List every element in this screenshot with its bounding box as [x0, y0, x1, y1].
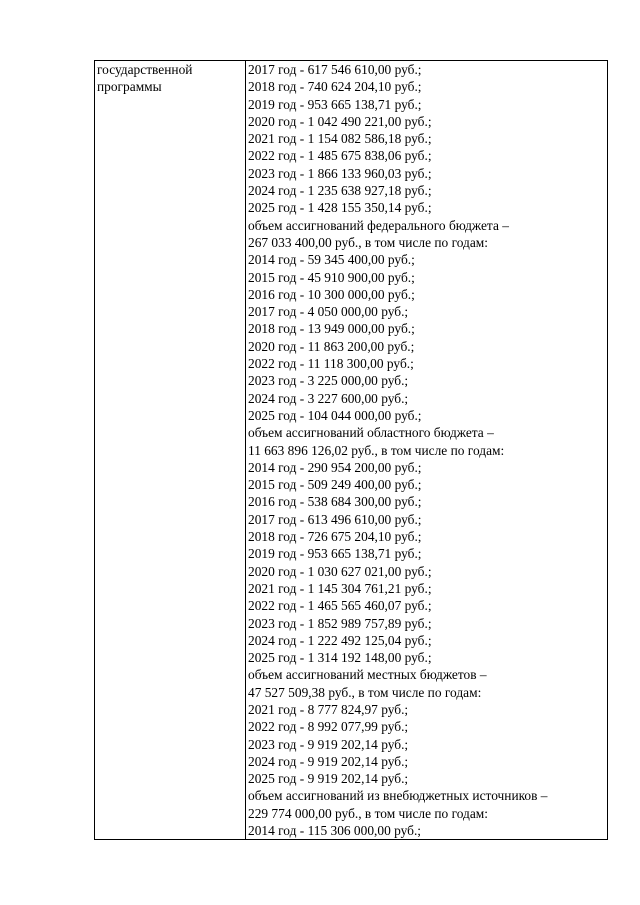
funding-line: 2015 год - 509 249 400,00 руб.;: [248, 477, 422, 493]
funding-line: 2016 год - 538 684 300,00 руб.;: [248, 494, 422, 510]
funding-lines: [248, 61, 607, 839]
funding-line: 2022 год - 1 465 565 460,07 руб.;: [248, 598, 432, 614]
funding-line: 2014 год - 290 954 200,00 руб.;: [248, 459, 422, 475]
funding-line: объем ассигнований из внебюджетных источников –: [248, 788, 548, 804]
funding-line: 2020 год - 11 863 200,00 руб.;: [248, 338, 415, 354]
funding-line: 2021 год - 1 154 082 586,18 руб.;: [248, 131, 432, 147]
funding-line: 2018 год - 726 675 204,10 руб.;: [248, 529, 422, 545]
funding-line: 2024 год - 9 919 202,14 руб.;: [248, 753, 409, 769]
funding-line: 2024 год - 1 222 492 125,04 руб.;: [248, 632, 432, 648]
funding-line: 2025 год - 9 919 202,14 руб.;: [248, 771, 409, 787]
funding-line: 2024 год - 1 235 638 927,18 руб.;: [248, 183, 432, 199]
funding-line: 2020 год - 1 042 490 221,00 руб.;: [248, 113, 432, 129]
budget-table: [94, 60, 608, 840]
funding-line: объем ассигнований федерального бюджета –: [248, 217, 509, 233]
funding-line: 2023 год - 9 919 202,14 руб.;: [248, 736, 409, 752]
row-label-lines: [97, 61, 245, 96]
funding-line: 2025 год - 1 314 192 148,00 руб.;: [248, 650, 432, 666]
funding-line: 2021 год - 1 145 304 761,21 руб.;: [248, 580, 432, 596]
funding-line: 2017 год - 617 546 610,00 руб.;: [248, 62, 422, 77]
funding-line: 2018 год - 740 624 204,10 руб.;: [248, 79, 422, 95]
funding-line: 11 663 896 126,02 руб., в том числе по годам:: [248, 442, 505, 458]
funding-line: 2020 год - 1 030 627 021,00 руб.;: [248, 563, 432, 579]
funding-line: 2022 год - 8 992 077,99 руб.;: [248, 719, 409, 735]
funding-line: 2015 год - 45 910 900,00 руб.;: [248, 269, 415, 285]
row-label-cell: [95, 61, 246, 840]
funding-values-cell: [246, 61, 608, 840]
funding-line: 2022 год - 1 485 675 838,06 руб.;: [248, 148, 432, 164]
label-line: государственной: [97, 62, 193, 77]
funding-line: 2018 год - 13 949 000,00 руб.;: [248, 321, 415, 337]
funding-line: 2023 год - 1 866 133 960,03 руб.;: [248, 165, 432, 181]
funding-line: 47 527 509,38 руб., в том числе по годам:: [248, 684, 482, 700]
label-line: программы: [97, 79, 162, 95]
funding-line: 2019 год - 953 665 138,71 руб.;: [248, 546, 422, 562]
funding-line: 267 033 400,00 руб., в том числе по годам:: [248, 234, 488, 250]
funding-line: 229 774 000,00 руб., в том числе по годам:: [248, 805, 488, 821]
funding-line: 2023 год - 3 225 000,00 руб.;: [248, 373, 409, 389]
funding-line: объем ассигнований областного бюджета –: [248, 425, 494, 441]
table-row: [95, 61, 608, 840]
funding-line: объем ассигнований местных бюджетов –: [248, 667, 487, 683]
funding-line: 2016 год - 10 300 000,00 руб.;: [248, 286, 415, 302]
funding-line: 2025 год - 1 428 155 350,14 руб.;: [248, 200, 432, 216]
funding-line: 2017 год - 4 050 000,00 руб.;: [248, 304, 409, 320]
funding-line: 2025 год - 104 044 000,00 руб.;: [248, 407, 422, 423]
funding-line: 2021 год - 8 777 824,97 руб.;: [248, 701, 409, 717]
funding-line: 2019 год - 953 665 138,71 руб.;: [248, 96, 422, 112]
funding-line: 2014 год - 59 345 400,00 руб.;: [248, 252, 415, 268]
funding-line: 2022 год - 11 118 300,00 руб.;: [248, 356, 414, 372]
funding-line: 2023 год - 1 852 989 757,89 руб.;: [248, 615, 432, 631]
funding-line: 2024 год - 3 227 600,00 руб.;: [248, 390, 409, 406]
funding-line: 2017 год - 613 496 610,00 руб.;: [248, 511, 422, 527]
funding-line: 2014 год - 115 306 000,00 руб.;: [248, 823, 422, 839]
